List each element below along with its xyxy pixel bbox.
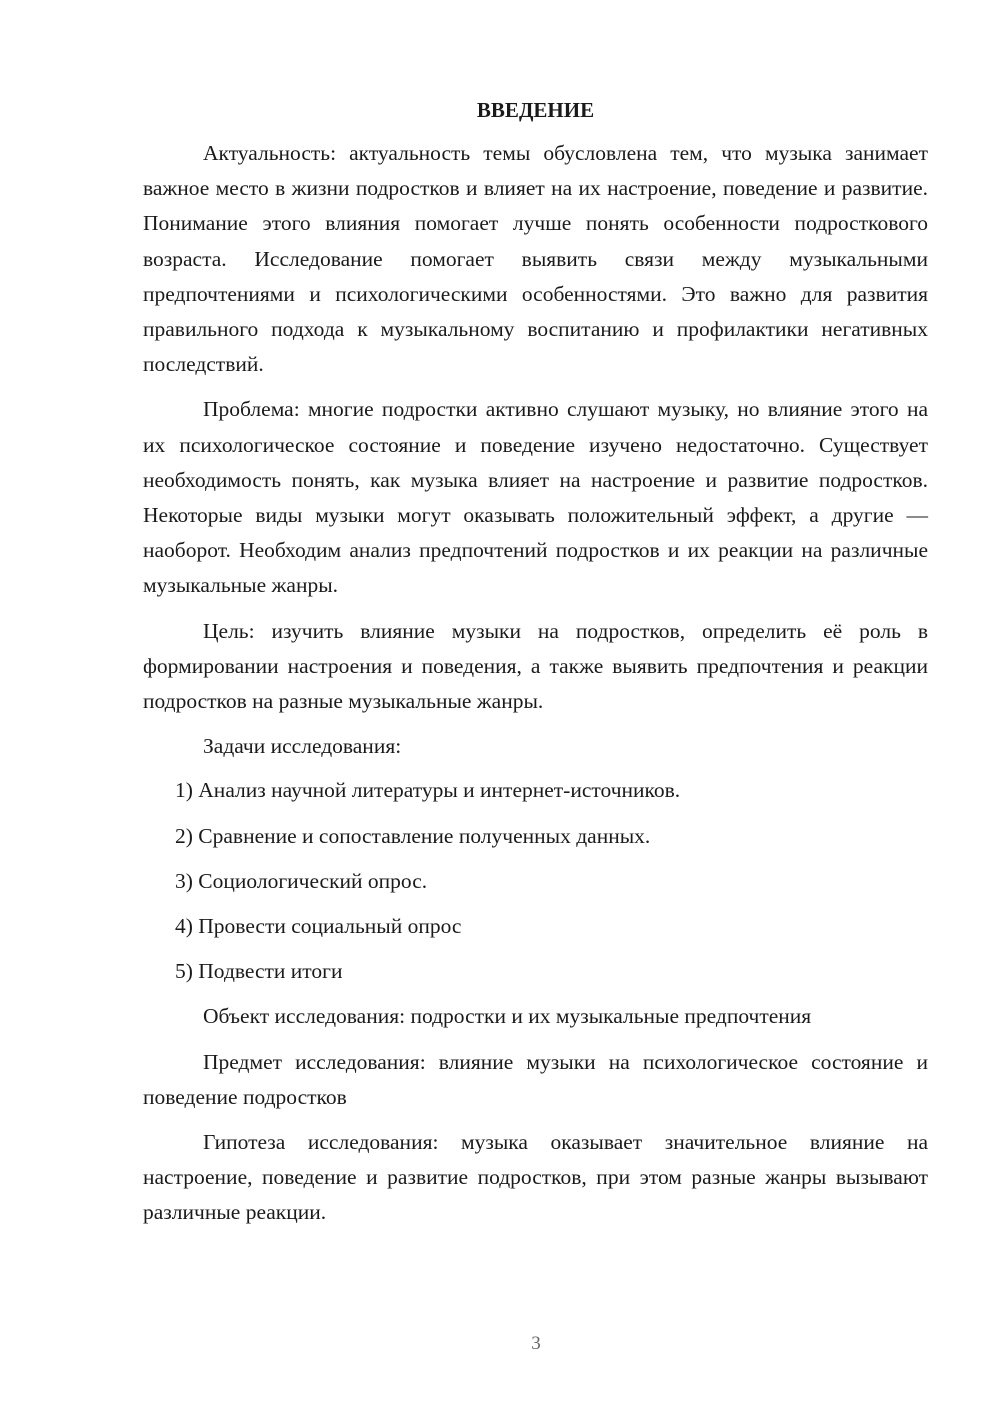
page-title: ВВЕДЕНИЕ — [476, 98, 595, 122]
list-item: 3) Социологический опрос. — [175, 868, 428, 893]
goal-paragraph: Цель: изучить влияние музыки на подростков, определить её роль в формировании настроения и поведения, а также выявить предпочтения и реакции подростков на разные музыкальные жанры. — [143, 618, 928, 714]
tasks-list — [143, 773, 928, 989]
tasks-heading: Задачи исследования: — [203, 734, 402, 759]
hypothesis-paragraph: Гипотеза исследования: музыка оказывает значительное влияние на настроение, поведение и развитие подростков, при этом разные жанры вызывают различные реакции. — [143, 1130, 928, 1225]
relevance-paragraph: Актуальность: актуальность темы обусловлена тем, что музыка занимает важное место в жизни подростков и влияет на их настроение, поведение и развитие. Понимание этого влияния помогает лучше понять особенности подросткового возраста. Исследование помогает выявить связи между музыкальными предпочтениями и психологическими особенностями. Это важно для развития правильного подхода к музыкальному воспитанию и профилактики негативных последствий. — [143, 141, 928, 377]
subject-paragraph: Предмет исследования: влияние музыки на психологическое состояние и поведение подростков — [143, 1049, 928, 1109]
object-paragraph: Объект исследования: подростки и их музыкальные предпочтения — [203, 1004, 812, 1029]
list-item: 2) Сравнение и сопоставление полученных данных. — [175, 823, 651, 848]
list-item: 1) Анализ научной литературы и интернет-источников. — [175, 778, 681, 803]
list-item: 5) Подвести итоги — [175, 959, 343, 984]
document-page — [143, 96, 928, 1241]
list-item: 4) Провести социальный опрос — [175, 914, 462, 939]
page-number: 3 — [531, 1333, 541, 1354]
problem-paragraph: Проблема: многие подростки активно слушают музыку, но влияние этого на их психологическое состояние и поведение изучено недостаточно. Существует необходимость понять, как музыка влияет на настроение и развитие подростков. Некоторые виды музыки могут оказывать положительный эффект, а другие — наоборот. Необходим анализ предпочтений подростков и их реакции на различные музыкальные жанры. — [143, 397, 928, 598]
